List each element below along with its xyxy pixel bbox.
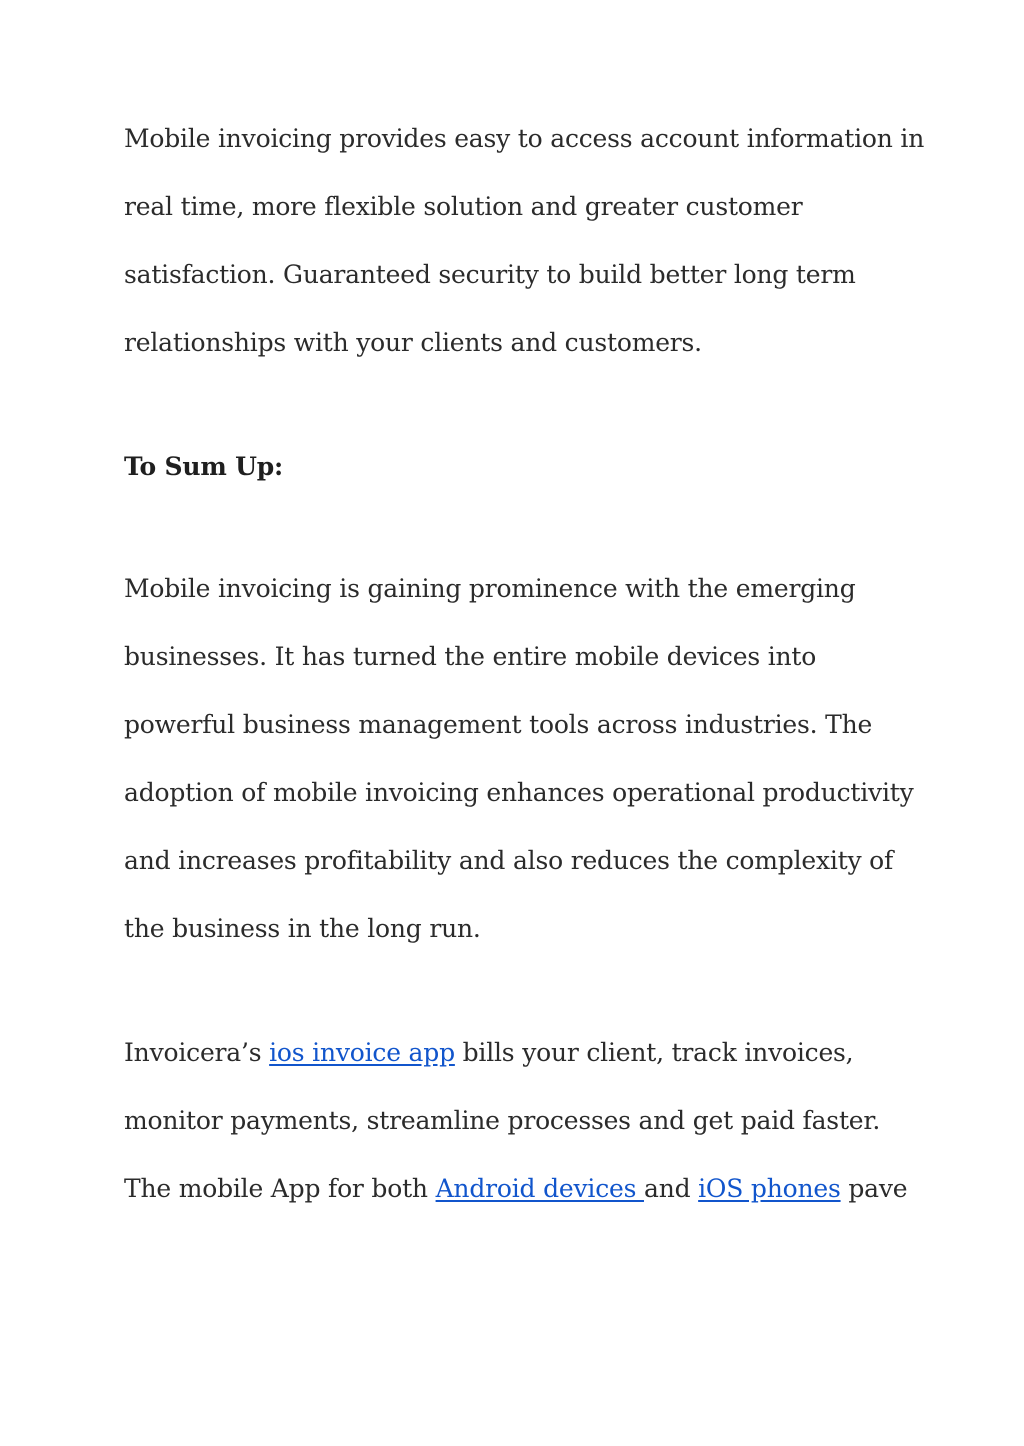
paragraph-3-line-1-before: Invoicera’s (124, 1038, 270, 1067)
paragraph-2-line-3: powerful business management tools across industries. The (124, 710, 873, 739)
paragraph-2-line-4: adoption of mobile invoicing enhances operational productivity (124, 778, 914, 807)
paragraph-2-line-1: Mobile invoicing is gaining prominence with the emerging (124, 574, 856, 603)
paragraph-3-line-3-before: The mobile App for both (124, 1174, 436, 1203)
paragraph-3-line-1-after: bills your client, track invoices, (454, 1038, 854, 1067)
ios-invoice-app-link[interactable]: ios invoice app (269, 1038, 455, 1067)
paragraph-1-line-2: real time, more flexible solution and greater customer (124, 192, 803, 221)
paragraph-3-line-3-after: pave (840, 1174, 908, 1203)
android-devices-link[interactable]: Android devices (435, 1174, 644, 1203)
section-heading: To Sum Up: (124, 452, 284, 481)
paragraph-2-line-2: businesses. It has turned the entire mobile devices into (124, 642, 817, 671)
paragraph-3-line-2: monitor payments, streamline processes and get paid faster. (124, 1106, 881, 1135)
paragraph-1-line-3: satisfaction. Guaranteed security to build better long term (124, 260, 856, 289)
paragraph-1-line-1: Mobile invoicing provides easy to access account information in (124, 124, 925, 153)
paragraph-1-line-4: relationships with your clients and customers. (124, 328, 702, 357)
paragraph-3-line-3-middle: and (643, 1174, 699, 1203)
paragraph-2-line-5: and increases profitability and also reduces the complexity of (124, 846, 894, 875)
ios-phones-link[interactable]: iOS phones (698, 1174, 841, 1203)
paragraph-3-line-3 (124, 1172, 907, 1206)
paragraph-3-line-1 (124, 1036, 853, 1070)
paragraph-2-line-6: the business in the long run. (124, 914, 481, 943)
